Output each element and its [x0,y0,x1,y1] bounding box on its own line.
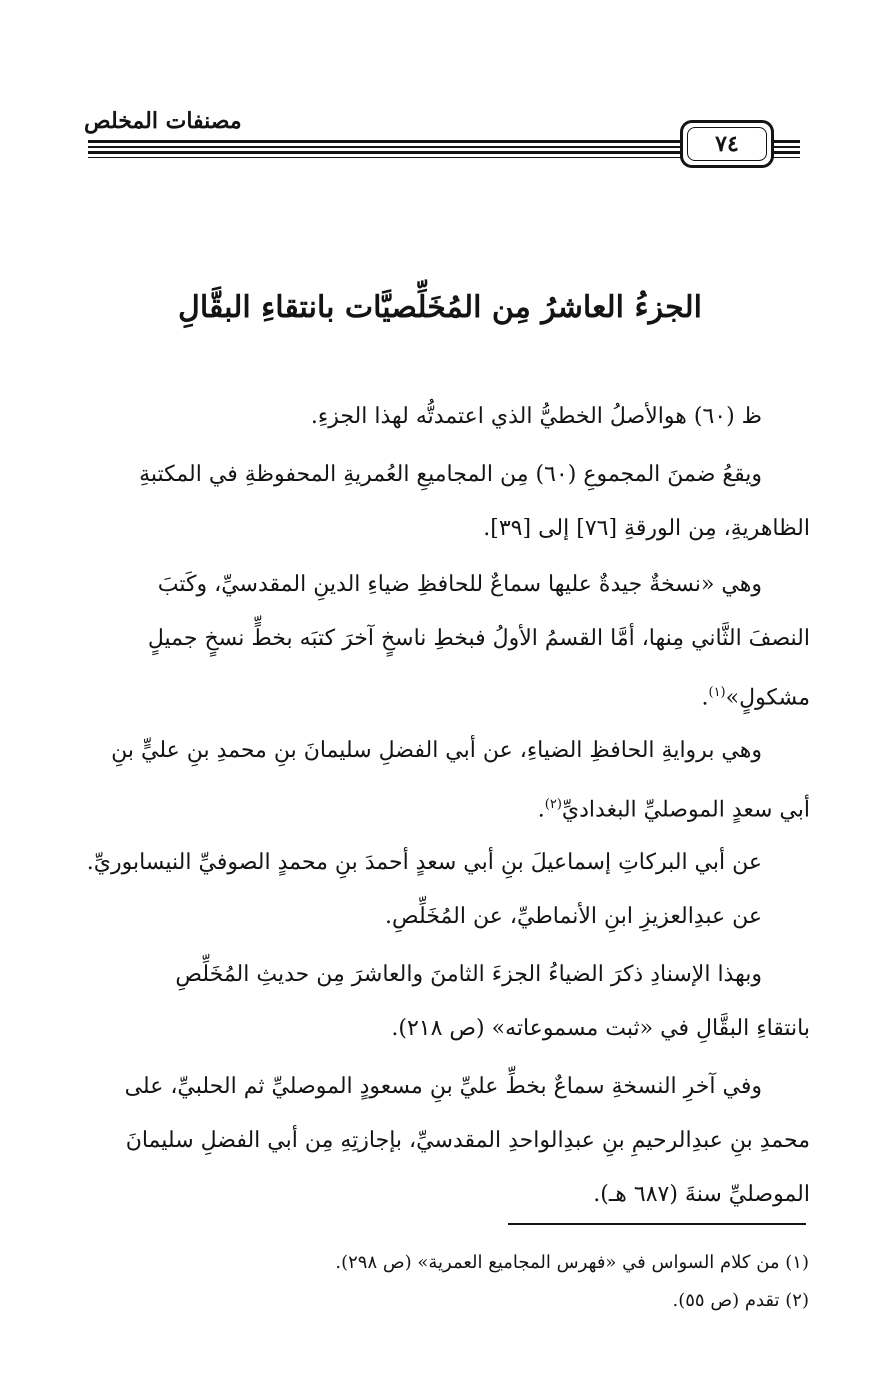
period: . [701,685,709,711]
text-line: ظ (٦٠) هوالأصلُ الخطيُّ الذي اعتمدتُّه لهذا الجزءِ. [310,404,762,429]
text-line: محمدِ بنِ عبدِالرحيمِ بنِ عبدِالواحدِ المقدسيِّ، بإجازتِهِ مِن أبي الفضلِ سليمانَ [125,1128,810,1153]
text-line: وفي آخرِ النسخةِ سماعٌ بخطِّ عليِّ بنِ مسعودٍ الموصليِّ ثم الحلبيِّ، على [124,1074,762,1099]
footnote-2: (٢) تقدم (ص ٥٥). [672,1290,809,1311]
text-line-content: أبي سعدٍ الموصليِّ البغداديِّ [561,797,810,823]
text-line: وبهذا الإسنادِ ذكرَ الضياءُ الجزءَ الثامنَ والعاشرَ مِن حديثِ المُخَلِّصِ [175,962,762,987]
text-line: وهي بروايةِ الحافظِ الضياءِ، عن أبي الفضلِ سليمانَ بنِ محمدِ بنِ عليٍّ بنِ [111,738,762,763]
text-line: عن عبدِالعزيزِ ابنِ الأنماطيِّ، عن المُخَلِّصِ. [385,904,762,929]
page-number-frame [680,120,774,168]
text-line-content: مشكولٍ» [725,685,810,711]
running-header-title: مصنفات المخلص [84,108,242,134]
text-line: ويقعُ ضمنَ المجموعِ (٦٠) مِن المجاميعِ العُمريةِ المحفوظةِ في المكتبةِ [139,462,762,487]
text-line [88,776,810,839]
text-line: الموصليِّ سنةَ (٦٨٧ هـ). [593,1182,810,1207]
period: . [537,797,545,823]
footnote-ref-2[interactable]: (٢) [544,797,562,812]
footnote-ref-1[interactable]: (١) [708,685,726,700]
page-number: ٧٤ [715,131,739,157]
chapter-title: الجزءُ العاشرُ مِن المُخَلِّصيَّات بانتقاءِ البقَّالِ [178,290,702,325]
text-line: النصفَ الثَّاني مِنها، أمَّا القسمُ الأولُ فبخطِ ناسخٍ آخرَ كتبَه بخطٍّ نسخٍ جميلٍ [147,626,810,651]
text-line: الظاهريةِ، مِن الورقةِ [٧٦] إلى [٣٩]. [483,516,810,541]
text-line: عن أبي البركاتِ إسماعيلَ بنِ أبي سعدٍ أحمدَ بنِ محمدٍ الصوفيِّ النيسابوريِّ. [86,850,762,875]
footnote-separator [508,1223,806,1225]
text-line: بانتقاءِ البقَّالِ في «ثبت مسموعاته» (ص ٢١٨). [391,1016,810,1041]
text-line [88,664,810,727]
footnote-1: (١) من كلام السواس في «فهرس المجاميع العمرية» (ص ٢٩٨). [335,1252,809,1273]
text-line: وهي «نسخةٌ جيدةٌ عليها سماعٌ للحافظِ ضياءِ الدينِ المقدسيِّ، وكَتبَ [157,572,762,597]
